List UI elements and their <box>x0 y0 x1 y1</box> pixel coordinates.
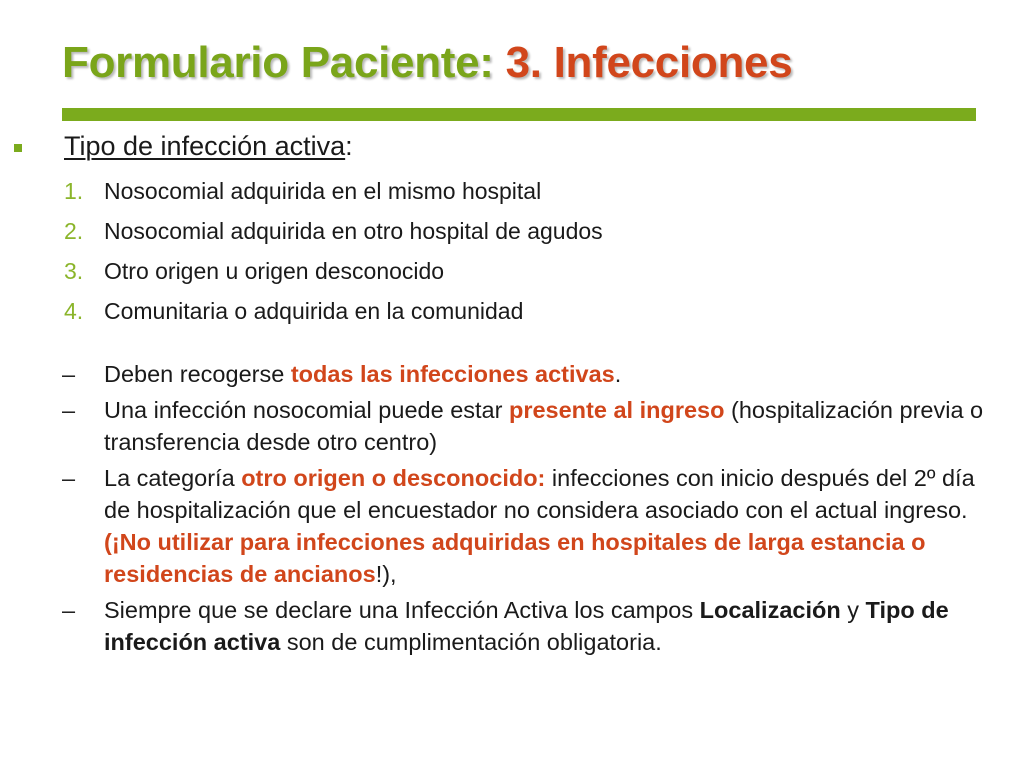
note-text: son de cumplimentación obligatoria. <box>280 629 662 655</box>
list-item-text: Comunitaria o adquirida en la comunidad <box>104 298 524 324</box>
note-text: !), <box>375 561 397 587</box>
note-text: La categoría <box>104 465 242 491</box>
note-mandatory-fields <box>62 594 1007 658</box>
notes-list <box>62 358 1007 662</box>
list-item-number: 2. <box>64 218 84 244</box>
dash-bullet-icon: – <box>62 361 76 387</box>
note-text: . <box>614 361 622 387</box>
note-text: (hospitalización previa o transferencia desde otro centro) <box>104 397 984 455</box>
note-present-on-admission <box>62 394 1007 458</box>
dash-bullet-icon: – <box>62 597 76 623</box>
square-bullet-icon <box>14 144 22 152</box>
list-item <box>64 176 603 216</box>
field-name-localizacion: Localización <box>699 597 841 623</box>
list-item <box>64 256 603 296</box>
dash-bullet-icon: – <box>62 465 76 491</box>
note-text: Deben recogerse <box>104 361 291 387</box>
field-name-tipo-infeccion: Tipo de infección activa <box>104 597 949 655</box>
section-heading <box>64 131 353 162</box>
note-text: Siempre que se declare una Infección Activa los campos <box>104 597 700 623</box>
section-heading-label: Tipo de infección activa <box>64 131 346 161</box>
note-other-origin <box>62 462 1007 590</box>
list-item-text: Otro origen u origen desconocido <box>104 258 445 284</box>
list-item-text: Nosocomial adquirida en otro hospital de agudos <box>104 218 603 244</box>
list-item-number: 3. <box>64 258 84 284</box>
title-divider <box>62 108 976 121</box>
note-all-active <box>62 358 1007 390</box>
note-text: y <box>840 597 866 623</box>
note-highlight: presente al ingreso <box>508 397 725 423</box>
note-text: Una infección nosocomial puede estar <box>104 397 509 423</box>
list-item-number: 4. <box>64 298 84 324</box>
note-warning: (¡No utilizar para infecciones adquiridas en hospitales de larga estancia o residencias de ancianos <box>104 529 926 587</box>
list-item-number: 1. <box>64 178 84 204</box>
list-item <box>64 296 603 336</box>
list-item <box>64 216 603 256</box>
infection-type-list <box>64 176 603 336</box>
title-part-1: Formulario Paciente: <box>62 38 506 87</box>
dash-bullet-icon: – <box>62 397 76 423</box>
note-text: infecciones con inicio después del 2º día de hospitalización que el encuestador no considera asociado con el actual ingreso. <box>104 465 975 523</box>
title-part-2: 3. Infecciones <box>505 38 793 87</box>
page-title <box>62 38 792 88</box>
note-highlight: otro origen o desconocido: <box>241 465 546 491</box>
note-highlight: todas las infecciones activas <box>290 361 615 387</box>
section-heading-suffix: : <box>345 131 353 161</box>
list-item-text: Nosocomial adquirida en el mismo hospital <box>104 178 542 204</box>
